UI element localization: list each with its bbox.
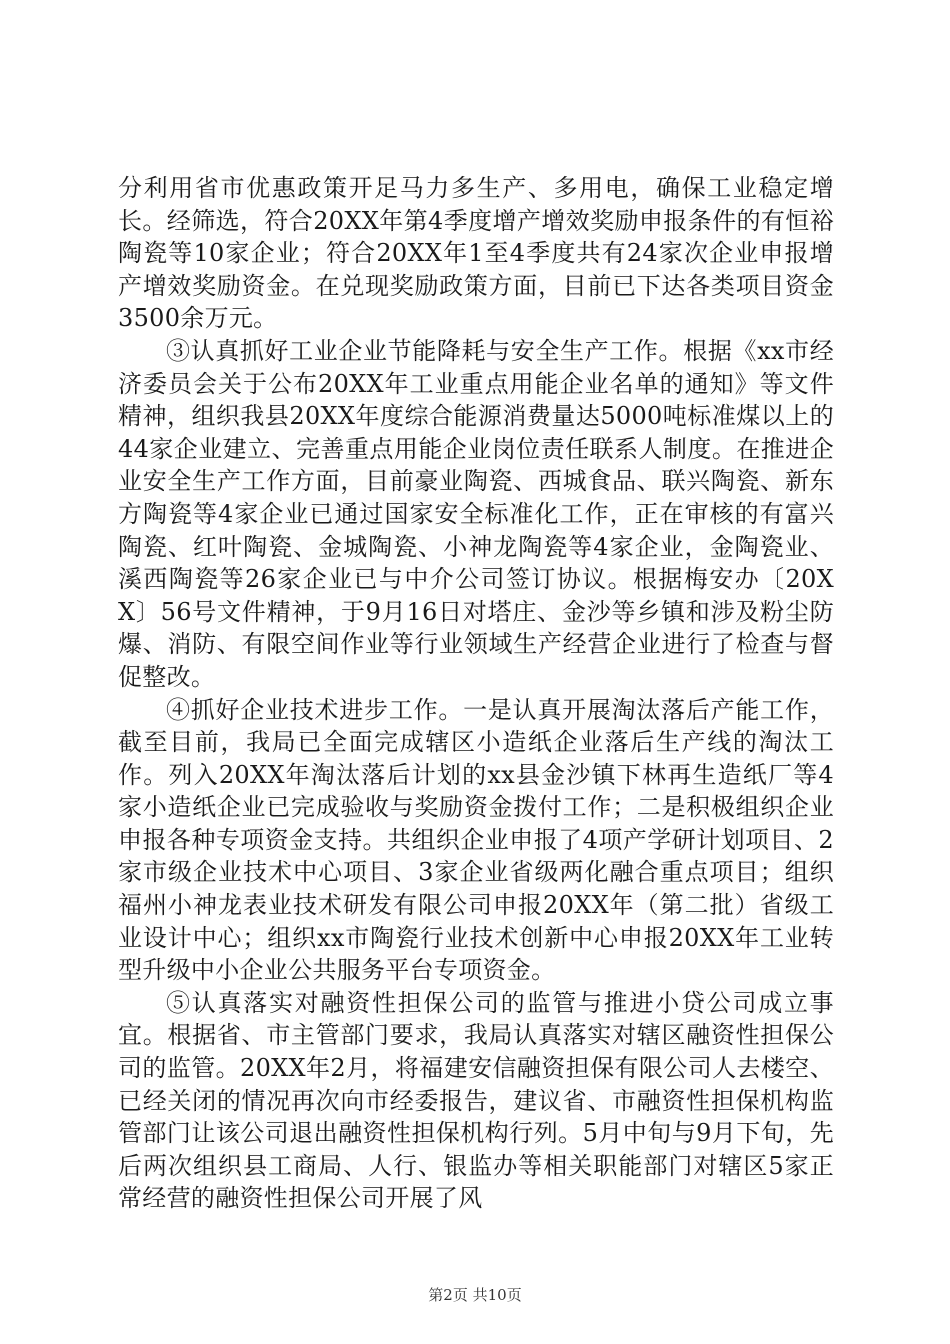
document-body	[118, 172, 834, 1215]
page-footer: 第2页 共10页	[428, 1286, 522, 1304]
paragraph-tech-progress: ④抓好企业技术进步工作。一是认真开展淘汰落后产能工作，截至目前，我局已全面完成辖区小造纸企业落后生产线的淘汰工作。列入20XX年淘汰落后计划的xx县金沙镇下林再生造纸厂等4家小造纸企业已完成验收与奖励资金拨付工作；二是积极组织企业申报各种专项资金支持。共组织企业申报了4项产学研计划项目、2家市级企业技术中心项目、3家企业省级两化融合重点项目；组织福州小神龙表业技术研发有限公司申报20XX年（第二批）省级工业设计中心；组织xx市陶瓷行业技术创新中心申报20XX年工业转型升级中小企业公共服务平台专项资金。	[118, 695, 834, 985]
paragraph-energy-safety: ③认真抓好工业企业节能降耗与安全生产工作。根据《xx市经济委员会关于公布20XX年工业重点用能企业名单的通知》等文件精神，组织我县20XX年度综合能源消费量达5000吨标准煤以上的44家企业建立、完善重点用能企业岗位责任联系人制度。在推进企业安全生产工作方面，目前豪业陶瓷、西城食品、联兴陶瓷、新东方陶瓷等4家企业已通过国家安全标准化工作，正在审核的有富兴陶瓷、红叶陶瓷、金城陶瓷、小神龙陶瓷等4家企业，金陶瓷业、溪西陶瓷等26家企业已与中介公司签订协议。根据梅安办〔20XX〕56号文件精神，于9月16日对塔庄、金沙等乡镇和涉及粉尘防爆、消防、有限空间作业等行业领域生产经营企业进行了检查与督促整改。	[118, 336, 834, 691]
paragraph-guarantee-supervision: ⑤认真落实对融资性担保公司的监管与推进小贷公司成立事宜。根据省、市主管部门要求，我局认真落实对辖区融资性担保公司的监管。20XX年2月，将福建安信融资担保有限公司人去楼空、已经关闭的情况再次向市经委报告，建议省、市融资性担保机构监管部门让该公司退出融资性担保机构行列。5月中旬与9月下旬，先后两次组织县工商局、人行、银监办等相关职能部门对辖区5家正常经营的融资性担保公司开展了风	[118, 988, 834, 1213]
paragraph-continuation: 分利用省市优惠政策开足马力多生产、多用电，确保工业稳定增长。经筛选，符合20XX年第4季度增产增效奖励申报条件的有恒裕陶瓷等10家企业；符合20XX年1至4季度共有24家次企业申报增产增效奖励资金。在兑现奖励政策方面，目前已下达各类项目资金3500余万元。	[118, 174, 834, 333]
